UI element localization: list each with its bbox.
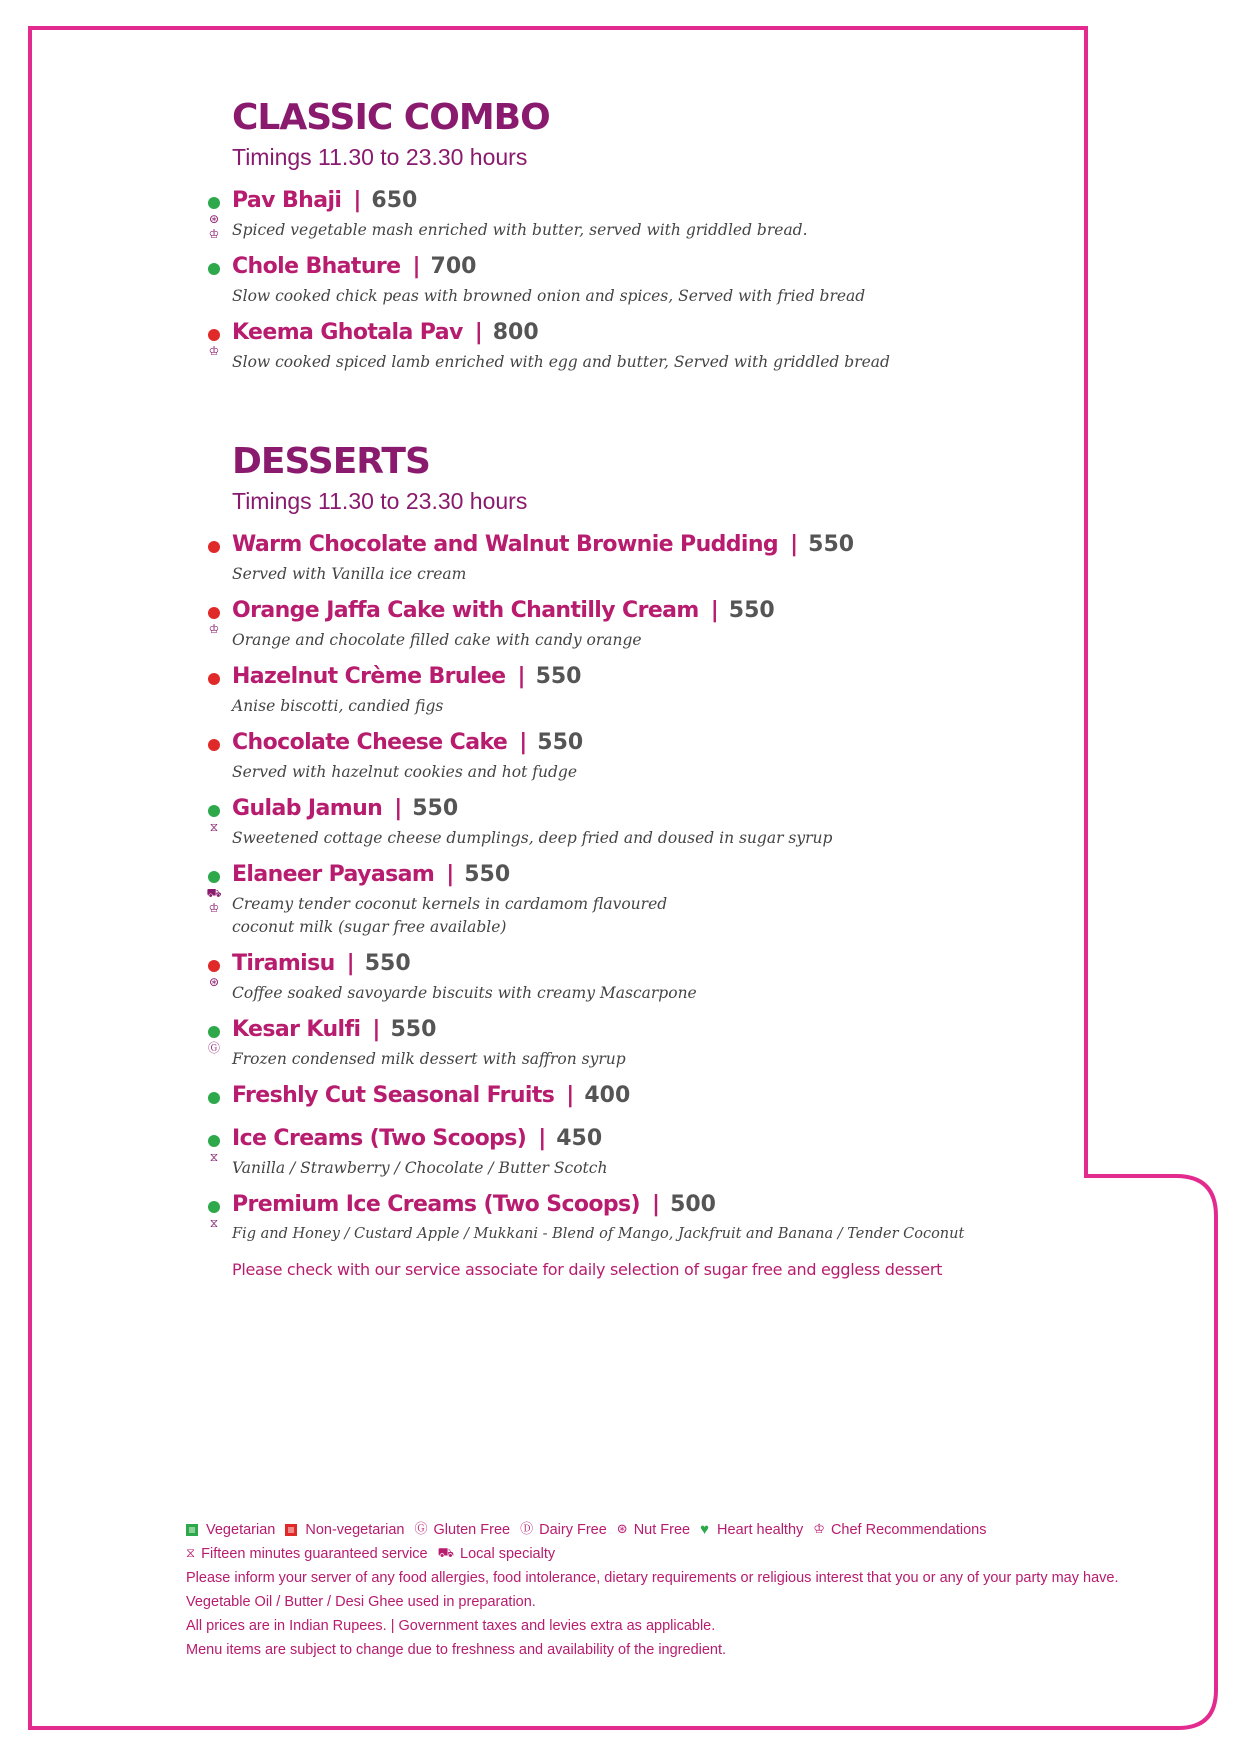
item-description: Slow cooked spiced lamb enriched with egg and butter, Served with griddled bread [232, 353, 890, 371]
nonveg-dot-icon [208, 739, 220, 751]
item-description: Orange and chocolate filled cake with candy orange [232, 631, 642, 649]
legend-nut-free [617, 1518, 690, 1542]
item-price: | 500 [652, 1192, 716, 1217]
nonveg-dot-icon [208, 541, 220, 553]
local-specialty-icon: ⛟ [437, 1546, 454, 1561]
menu-item [208, 598, 1132, 652]
legend-label: Fifteen minutes guaranteed service [201, 1546, 428, 1562]
item-markers [206, 541, 222, 556]
chef-recommendation-icon: ♔ [208, 622, 220, 636]
item-price: | 400 [566, 1083, 630, 1108]
item-price: | 650 [353, 188, 417, 213]
item-price: | 550 [446, 862, 510, 887]
item-name: Chocolate Cheese Cake [232, 730, 508, 755]
menu-item [208, 320, 1132, 374]
chef-recommendation-icon: ♔ [208, 901, 220, 915]
local-specialty-icon: ⛟ [206, 886, 222, 900]
menu-item [232, 532, 1132, 586]
item-markers [206, 329, 222, 359]
item-price: | 550 [711, 598, 775, 623]
menu-item [207, 1017, 1132, 1071]
veg-dot-icon [208, 871, 220, 883]
item-description: Coffee soaked savoyarde biscuits with creamy Mascarpone [232, 984, 697, 1002]
section-title: CLASSIC COMBO [232, 97, 550, 138]
item-description: Vanilla / Strawberry / Chocolate / Butter Scotch [232, 1159, 608, 1177]
item-markers [206, 673, 222, 688]
legend-heart-healthy [700, 1518, 803, 1542]
item-name: Premium Ice Creams (Two Scoops) [232, 1192, 641, 1217]
legend-label: Vegetarian [206, 1522, 276, 1538]
menu-item [209, 1126, 1132, 1180]
price-note: All prices are in Indian Rupees. | Government taxes and levies extra as applicable. [186, 1618, 716, 1634]
item-description: Spiced vegetable mash enriched with butter, served with griddled bread. [232, 221, 808, 239]
item-description: Anise biscotti, candied figs [232, 697, 444, 715]
menu-item [208, 188, 1132, 242]
allergy-note: Please inform your server of any food allergies, food intolerance, dietary requirements or religious interest that you or any of your party may have. [186, 1570, 1119, 1586]
chef-recommendation-icon: ♔ [208, 227, 220, 241]
section-title: DESSERTS [232, 441, 430, 482]
menu-item [232, 730, 1132, 784]
item-name: Orange Jaffa Cake with Chantilly Cream [232, 598, 699, 623]
nonveg-dot-icon [208, 960, 220, 972]
item-name: Keema Ghotala Pav [232, 320, 463, 345]
nonveg-dot-icon [208, 329, 220, 341]
gluten-free-icon: Ⓖ [207, 1041, 220, 1055]
nonveg-square-icon [285, 1524, 297, 1536]
item-description: Served with hazelnut cookies and hot fudge [232, 763, 578, 781]
item-name: Pav Bhaji [232, 188, 342, 213]
dessert-note: Please check with our service associate for daily selection of sugar free and eggless dessert [232, 1260, 943, 1279]
item-name: Freshly Cut Seasonal Fruits [232, 1083, 555, 1108]
legend-label: Nut Free [633, 1522, 691, 1538]
veg-dot-icon [208, 1092, 220, 1104]
legend-label: Chef Recommendations [830, 1522, 987, 1538]
item-markers [206, 1135, 222, 1165]
legend-gluten-free [415, 1518, 511, 1542]
menu-item [206, 862, 1132, 939]
veg-dot-icon [208, 263, 220, 275]
legend-row-service [186, 1542, 1186, 1566]
veg-dot-icon [208, 1135, 220, 1147]
chef-recommendation-icon: ♔ [813, 1522, 825, 1537]
item-name: Chole Bhature [232, 254, 401, 279]
fifteen-minutes-icon: ⧖ [209, 1216, 219, 1230]
veg-dot-icon [208, 1201, 220, 1213]
veg-square-icon [186, 1524, 198, 1536]
item-name: Gulab Jamun [232, 796, 383, 821]
menu-item [209, 796, 1132, 850]
nonveg-dot-icon [208, 607, 220, 619]
item-price: | 700 [412, 254, 476, 279]
item-description: Creamy tender coconut kernels in cardamom flavoured coconut milk (sugar free available) [232, 895, 668, 936]
item-name: Kesar Kulfi [232, 1017, 361, 1042]
veg-dot-icon [208, 1026, 220, 1038]
fifteen-minutes-icon: ⧖ [209, 1150, 219, 1164]
change-note: Menu items are subject to change due to freshness and availability of the ingredient. [186, 1642, 727, 1658]
item-price: | 550 [347, 951, 411, 976]
menu-item [232, 664, 1132, 718]
legend-row-dietary [186, 1518, 1186, 1542]
legend-label: Non-vegetarian [305, 1522, 405, 1538]
item-price: | 550 [518, 664, 582, 689]
item-price: | 450 [538, 1126, 602, 1151]
legend-fifteen-minutes [186, 1542, 428, 1566]
item-markers [206, 739, 222, 754]
item-price: | 550 [394, 796, 458, 821]
item-description: Slow cooked chick peas with browned onion and spices, Served with fried bread [232, 287, 866, 305]
legend [186, 1518, 1186, 1662]
fifteen-minutes-icon: ⧖ [186, 1546, 196, 1561]
legend-label: Dairy Free [539, 1522, 607, 1538]
gluten-free-icon: Ⓖ [414, 1522, 428, 1537]
menu-item [209, 1192, 1132, 1246]
nonveg-dot-icon [208, 673, 220, 685]
fifteen-minutes-icon: ⧖ [209, 820, 219, 834]
nut-free-icon: ⊛ [616, 1522, 628, 1537]
item-markers [206, 263, 222, 278]
item-markers [206, 871, 222, 916]
item-markers [206, 1201, 222, 1231]
legend-label: Local specialty [460, 1546, 556, 1562]
item-description: Fig and Honey / Custard Apple / Mukkani - Blend of Mango, Jackfruit and Banana / Tender Coconut [232, 1226, 965, 1242]
item-markers [206, 960, 222, 990]
item-markers [206, 197, 222, 242]
nut-free-icon: ⊛ [208, 975, 220, 989]
item-price: | 550 [372, 1017, 436, 1042]
item-name: Tiramisu [232, 951, 335, 976]
veg-dot-icon [208, 197, 220, 209]
legend-label: Heart healthy [717, 1522, 804, 1538]
item-name: Ice Creams (Two Scoops) [232, 1126, 527, 1151]
section-timings: Timings 11.30 to 23.30 hours [232, 488, 528, 514]
item-price: | 800 [475, 320, 539, 345]
oil-note: Vegetable Oil / Butter / Desi Ghee used in preparation. [186, 1594, 536, 1610]
item-price: | 550 [790, 532, 854, 557]
item-description: Frozen condensed milk dessert with saffron syrup [232, 1050, 626, 1068]
item-description: Sweetened cottage cheese dumplings, deep fried and doused in sugar syrup [232, 829, 833, 847]
legend-non-vegetarian [285, 1518, 404, 1542]
menu-item [208, 951, 1132, 1005]
item-price: | 550 [519, 730, 583, 755]
desserts-section [206, 441, 1132, 1279]
item-markers [206, 1026, 222, 1056]
item-description: Served with Vanilla ice cream [232, 565, 467, 583]
legend-label: Gluten Free [433, 1522, 511, 1538]
item-name: Hazelnut Crème Brulee [232, 664, 506, 689]
section-timings: Timings 11.30 to 23.30 hours [232, 144, 528, 170]
classic-combo-section [208, 97, 1132, 374]
legend-local-specialty [438, 1542, 555, 1566]
legend-dairy-free [520, 1518, 607, 1542]
item-name: Warm Chocolate and Walnut Brownie Pudding [232, 532, 779, 557]
veg-dot-icon [208, 805, 220, 817]
item-name: Elaneer Payasam [232, 862, 435, 887]
item-markers [206, 805, 222, 835]
item-markers [206, 1092, 222, 1107]
legend-chef-recommendations [813, 1518, 986, 1542]
nut-free-icon: ⊛ [208, 212, 220, 226]
chef-recommendation-icon: ♔ [208, 344, 220, 358]
menu-item [232, 254, 1132, 308]
legend-vegetarian [186, 1518, 275, 1542]
menu-item [232, 1083, 1132, 1108]
dairy-free-icon: Ⓓ [520, 1522, 534, 1537]
heart-icon: ♥ [700, 1521, 710, 1538]
item-markers [206, 607, 222, 637]
